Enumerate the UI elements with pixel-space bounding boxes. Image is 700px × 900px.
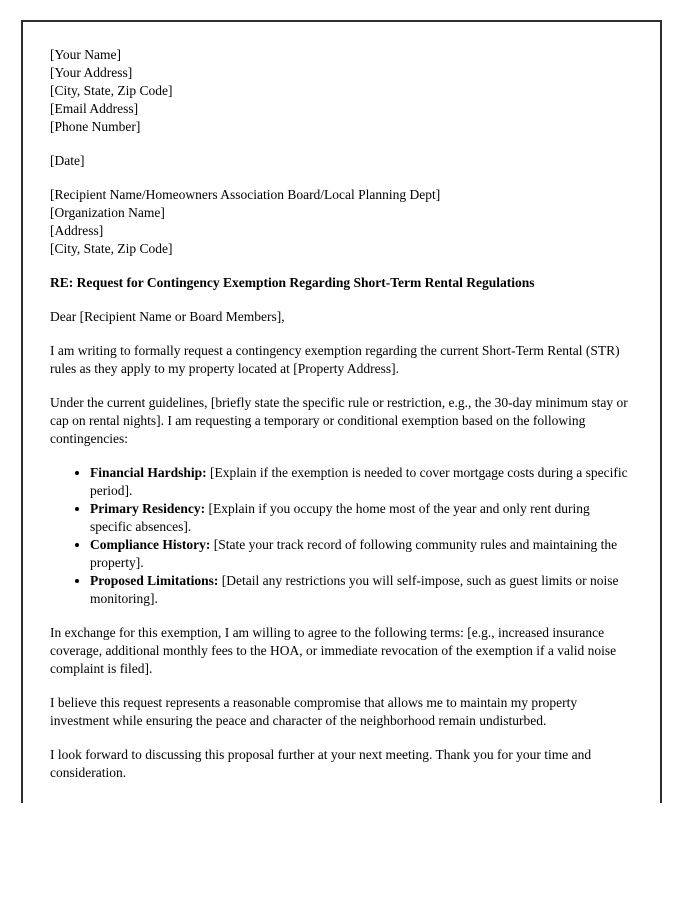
paragraph-closing: I look forward to discussing this proposal further at your next meeting. Thank you for your time and consideration. bbox=[50, 747, 592, 780]
sender-city-state-zip-line: [City, State, Zip Code] bbox=[50, 83, 173, 98]
sender-block bbox=[50, 46, 633, 136]
paragraph-compromise: I believe this request represents a reasonable compromise that allows me to maintain my property investment while ensuring the peace and character of the neighborhood remain undisturbed. bbox=[50, 695, 578, 728]
bullet-label: Compliance History: bbox=[90, 537, 211, 552]
bullet-label: Financial Hardship: bbox=[90, 465, 207, 480]
list-item-proposed-limitations bbox=[90, 572, 633, 608]
bullet-label: Primary Residency: bbox=[90, 501, 206, 516]
recipient-address-line: [Address] bbox=[50, 223, 104, 238]
letter-content bbox=[23, 22, 660, 782]
paragraph-intro: I am writing to formally request a contingency exemption regarding the current Short-Term Rental (STR) rules as they apply to my property located at [Property Address]. bbox=[50, 343, 620, 376]
paragraph-terms: In exchange for this exemption, I am willing to agree to the following terms: [e.g., increased insurance coverage, additional monthly fees to the HOA, or immediate revocation of the exemption if a valid noise complaint is filed]. bbox=[50, 625, 617, 676]
bullet-text: [Explain if you occupy the home most of the year and only rent during specific absences]. bbox=[90, 501, 590, 534]
sender-phone-line: [Phone Number] bbox=[50, 119, 141, 134]
sender-address-line: [Your Address] bbox=[50, 65, 133, 80]
sender-name-line: [Your Name] bbox=[50, 47, 121, 62]
sender-email-line: [Email Address] bbox=[50, 101, 139, 116]
recipient-block bbox=[50, 186, 633, 258]
list-item-primary-residency bbox=[90, 500, 633, 536]
list-item-financial-hardship bbox=[90, 464, 633, 500]
paragraph-guidelines: Under the current guidelines, [briefly state the specific rule or restriction, e.g., the 30-day minimum stay or cap on rental nights]. I am requesting a temporary or conditional exemption based on the following contingencies: bbox=[50, 395, 628, 446]
subject-line: RE: Request for Contingency Exemption Regarding Short-Term Rental Regulations bbox=[50, 275, 535, 290]
contingency-list bbox=[50, 464, 633, 608]
bullet-text: [State your track record of following community rules and maintaining the property]. bbox=[90, 537, 618, 570]
recipient-name-line: [Recipient Name/Homeowners Association Board/Local Planning Dept] bbox=[50, 187, 441, 202]
letter-frame bbox=[21, 20, 662, 803]
bullet-text: [Explain if the exemption is needed to cover mortgage costs during a specific period]. bbox=[90, 465, 628, 498]
list-item-compliance-history bbox=[90, 536, 633, 572]
bullet-text: [Detail any restrictions you will self-impose, such as guest limits or noise monitoring]. bbox=[90, 573, 619, 606]
recipient-city-state-zip-line: [City, State, Zip Code] bbox=[50, 241, 173, 256]
date-line: [Date] bbox=[50, 153, 85, 168]
salutation: Dear [Recipient Name or Board Members], bbox=[50, 309, 285, 324]
recipient-organization-line: [Organization Name] bbox=[50, 205, 165, 220]
bullet-label: Proposed Limitations: bbox=[90, 573, 219, 588]
